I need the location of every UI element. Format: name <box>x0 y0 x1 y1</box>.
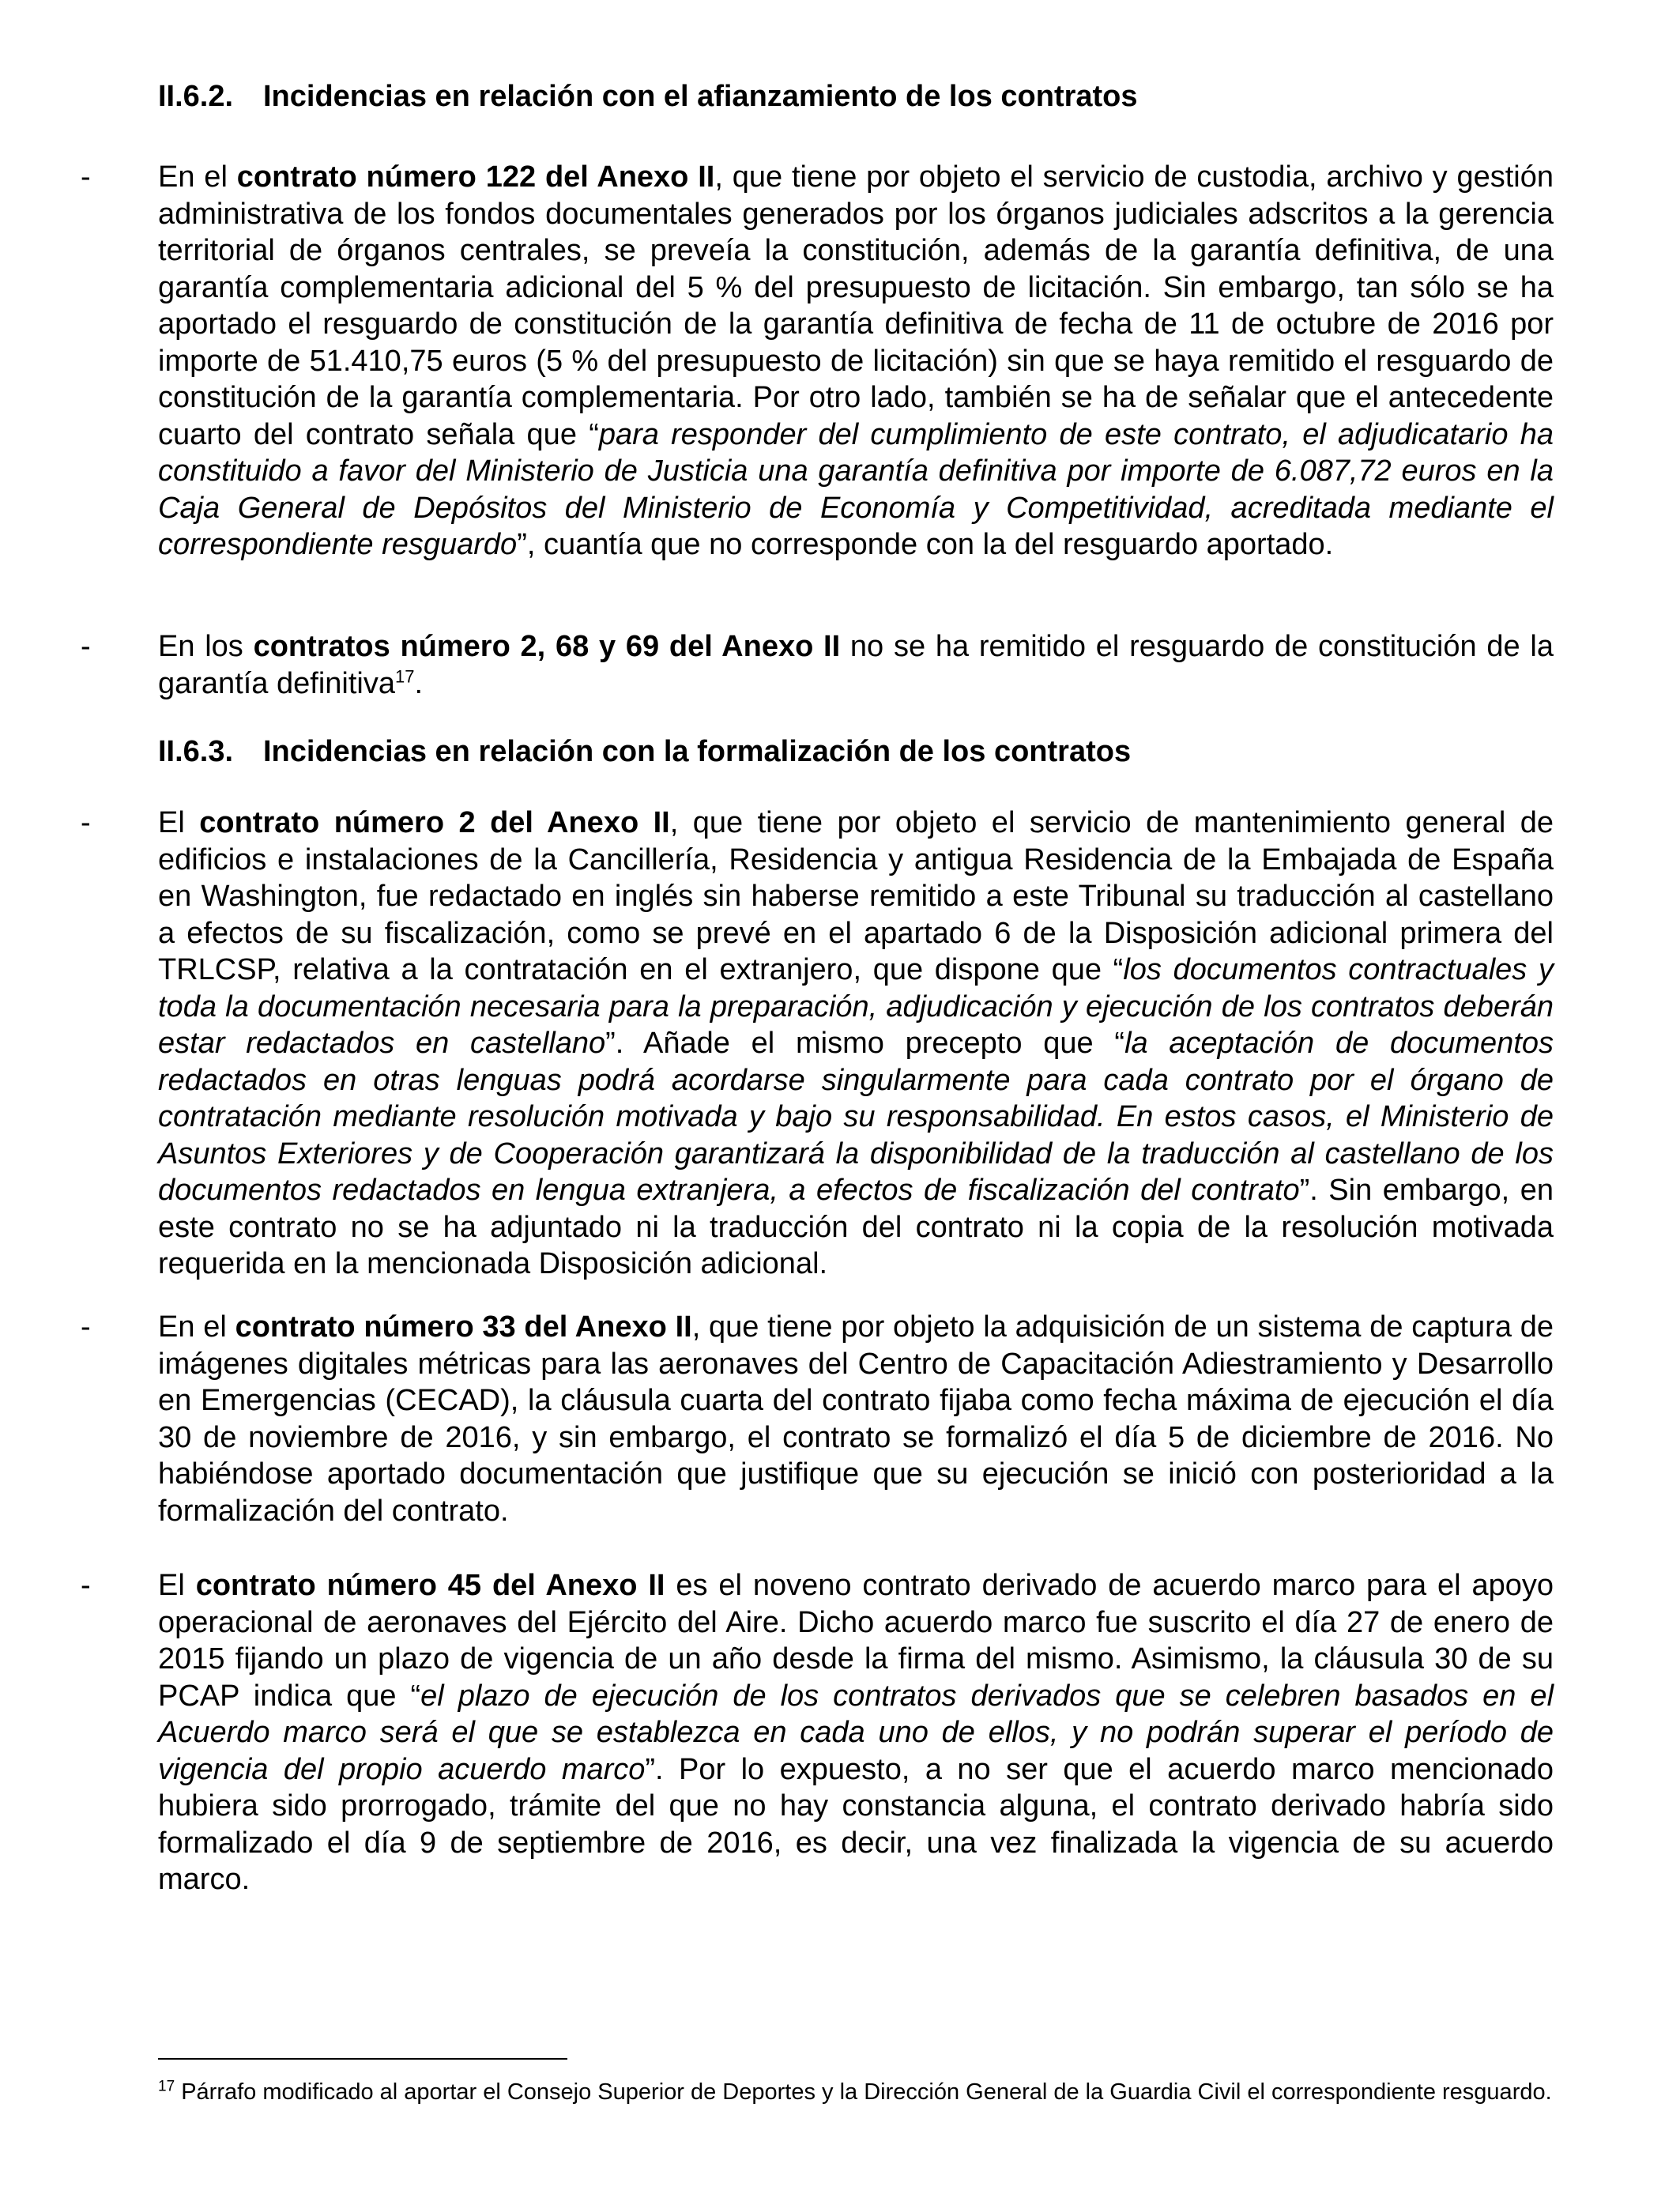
quote: la aceptación de documentos redactados en otras lenguas podrá acordarse singularmente para cada contrato por el órgano de contratación mediante resolución motivada y bajo su responsabilidad. En estos casos, el Ministerio de Asuntos Exteriores y de Cooperación garantizará la disponibilidad de la traducción al castellano de los documentos redactados en lengua extranjera, a efectos de fiscalización del contrato <box>158 1027 1554 1207</box>
paragraph-contratos-2-68-69 <box>81 628 1554 702</box>
contract-reference: contrato número 2 del Anexo II <box>199 806 670 839</box>
section-title: Incidencias en relación con la formalización de los contratos <box>263 735 1132 768</box>
text: , que tiene por objeto el servicio de custodia, archivo y gestión administrativa de los fondos documentales generados por los órganos judiciales adscritos a la gerencia territorial de órganos centrales, se preveía la constitución, además de la garantía definitiva, de una garantía complementaria adicional del 5 % del presupuesto de licitación. Sin embargo, tan sólo se ha aportado el resguardo de constitución de la garantía definitiva de fecha de 11 de octubre de 2016 por importe de 51.410,75 euros (5 % del presupuesto de licitación) sin que se haya remitido el resguardo de constitución de la garantía complementaria. Por otro lado, también se ha de señalar que el antecedente cuarto del contrato señala que “ <box>158 160 1554 451</box>
list-dash: - <box>81 1569 91 1602</box>
quote: los documentos contractuales y toda la documentación necesaria para la preparación, adjudicación y ejecución de los contratos deberán estar redactados en castellano <box>158 953 1554 1060</box>
footnote <box>158 2079 1554 2106</box>
text: , que tiene por objeto el servicio de mantenimiento general de edificios e instalaciones de la Cancillería, Residencia y antigua Residencia de la Embajada de España en Washington, fue redactado en inglés sin haberse remitido a este Tribunal su traducción al castellano a efectos de su fiscalización, como se prevé en el apartado 6 de la Disposición adicional primera del TRLCSP, relativa a la contratación en el extranjero, que dispone que “ <box>158 806 1554 986</box>
text: es el noveno contrato derivado de acuerdo marco para el apoyo operacional de aeronaves del Ejército del Aire. Dicho acuerdo marco fue suscrito el día 27 de enero de 2015 fijando un plazo de vigencia de un año desde la firma del mismo. Asimismo, la cláusula 30 de su PCAP indica que “ <box>158 1569 1554 1713</box>
contract-reference: contratos número 2, 68 y 69 del Anexo II <box>253 630 841 663</box>
text: , que tiene por objeto la adquisición de un sistema de captura de imágenes digitales métricas para las aeronaves del Centro de Capacitación Adiestramiento y Desarrollo en Emergencias (CECAD), la cláusula cuarta del contrato fijaba como fecha máxima de ejecución el día 30 de noviembre de 2016, y sin embargo, el contrato se formalizó el día 5 de diciembre de 2016. No habiéndose aportado documentación que justifique que su ejecución se inició con posterioridad a la formalización del contrato. <box>158 1310 1554 1528</box>
text: El <box>158 1569 196 1602</box>
quote: el plazo de ejecución de los contratos derivados que se celebren basados en el Acuerdo marco será el que se establezca en cada uno de ellos, y no podrán superar el período de vigencia del propio acuerdo marco <box>158 1679 1554 1786</box>
paragraph-contrato-45 <box>81 1567 1554 1898</box>
paragraph-contrato-2 <box>81 805 1554 1283</box>
quote: para responder del cumplimiento de este contrato, el adjudicatario ha constituido a favor del Ministerio de Justicia una garantía definitiva por importe de 6.087,72 euros en la Caja General de Depósitos del Ministerio de Economía y Competitividad, acreditada mediante el correspondiente resguardo <box>158 417 1554 561</box>
paragraph-contrato-33 <box>81 1309 1554 1529</box>
contract-reference: contrato número 122 del Anexo II <box>236 160 715 194</box>
text: . <box>414 666 424 700</box>
text: En los <box>158 630 254 663</box>
list-dash: - <box>81 1310 91 1344</box>
text: El <box>158 806 200 839</box>
footnote-separator <box>158 2058 567 2060</box>
section-heading-ii-6-2 <box>158 77 1554 116</box>
paragraph-contrato-122 <box>81 159 1554 564</box>
section-number: II.6.3. <box>158 735 234 768</box>
text: En el <box>158 160 237 194</box>
footnote-number: 17 <box>158 2078 175 2095</box>
section-heading-ii-6-3 <box>158 733 1554 771</box>
text: En el <box>158 1310 235 1344</box>
text: ”. Por lo expuesto, a no ser que el acuerdo marco mencionado hubiera sido prorrogado, trámite del que no hay constancia alguna, el contrato derivado habría sido formalizado el día 9 de septiembre de 2016, es decir, una vez finalizada la vigencia de su acuerdo marco. <box>158 1752 1554 1896</box>
list-dash: - <box>81 806 91 839</box>
footnote-text: Párrafo modificado al aportar el Consejo Superior de Deportes y la Dirección General de la Guardia Civil el correspondiente resguardo. <box>175 2079 1552 2105</box>
footnote-reference: 17 <box>394 665 415 686</box>
contract-reference: contrato número 33 del Anexo II <box>235 1310 692 1344</box>
text: ”, cuantía que no corresponde con la del resguardo aportado. <box>517 528 1334 561</box>
text: no se ha remitido el resguardo de constitución de la garantía definitiva <box>158 630 1554 700</box>
section-title: Incidencias en relación con el afianzamiento de los contratos <box>263 80 1138 113</box>
text: ”. Sin embargo, en este contrato no se ha adjuntado ni la traducción del contrato ni la copia de la resolución motivada requerida en la mencionada Disposición adicional. <box>158 1174 1554 1280</box>
list-dash: - <box>81 160 91 194</box>
contract-reference: contrato número 45 del Anexo II <box>195 1569 665 1602</box>
section-number: II.6.2. <box>158 80 234 113</box>
text: ”. Añade el mismo precepto que “ <box>605 1027 1125 1060</box>
list-dash: - <box>81 630 91 663</box>
